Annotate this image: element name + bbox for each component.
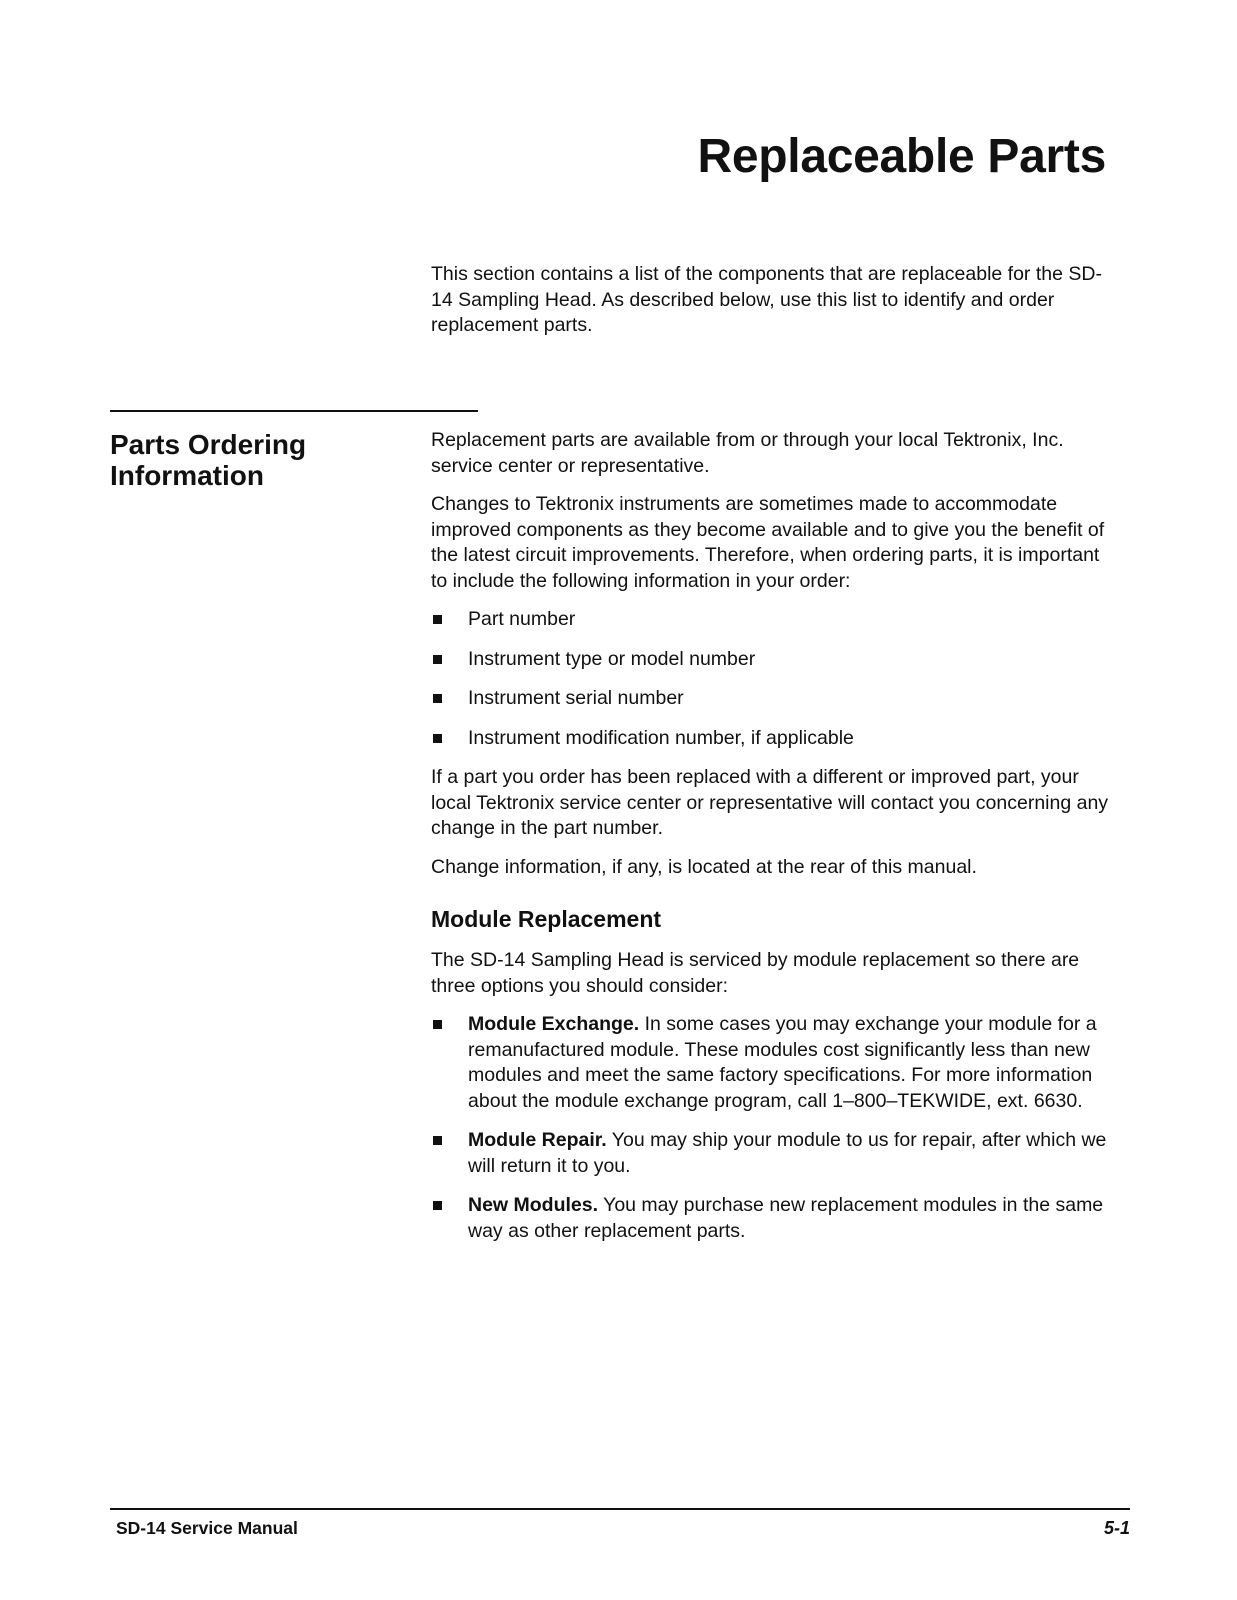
footer-manual-name: SD-14 Service Manual <box>116 1518 298 1538</box>
option-title: New Modules. <box>468 1194 599 1216</box>
intro-paragraph: This section contains a list of the components that are replaceable for the SD-14 Sampling Head. As described below, use this list to identify and order replacement parts. <box>431 263 1102 336</box>
list-item-text: Instrument serial number <box>468 687 684 709</box>
section-divider <box>110 410 478 412</box>
section-heading-line1: Parts Ordering <box>110 429 307 460</box>
list-item <box>431 607 1121 633</box>
section-heading-line2: Information <box>110 460 264 491</box>
square-bullet-icon <box>433 734 442 743</box>
option-description: You may ship your module to us for repair, after which we will return it to you. <box>468 1129 1107 1177</box>
change-info-paragraph: Change information, if any, is located at the rear of this manual. <box>431 855 977 878</box>
footer-page-number: 5-1 <box>1103 1518 1130 1538</box>
option-description: You may purchase new replacement modules in the same way as other replacement parts. <box>468 1194 1104 1242</box>
list-item <box>431 686 1121 712</box>
page-title: Replaceable Parts <box>697 130 1106 183</box>
parts-ordering-body <box>431 428 1121 1258</box>
footer-divider <box>110 1508 1130 1510</box>
list-item <box>431 1193 1121 1244</box>
order-info-list <box>431 607 1121 751</box>
list-item-text: Instrument type or model number <box>468 647 756 670</box>
list-item <box>431 726 1121 752</box>
option-title: Module Repair. <box>468 1129 607 1151</box>
square-bullet-icon <box>433 655 442 664</box>
list-item <box>431 1128 1121 1179</box>
option-description: In some cases you may exchange your module for a remanufactured module. These modules cost significantly less than new modules and meet the same factory specifications. For more information about the module exchange program, call 1–800–TEKWIDE, ext. 6630. <box>468 1013 1097 1112</box>
parts-availability-paragraph: Replacement parts are available from or through your local Tektronix, Inc. service center or representative. <box>431 429 1064 477</box>
square-bullet-icon <box>433 1020 442 1029</box>
square-bullet-icon <box>433 694 442 703</box>
section-heading-parts-ordering <box>110 429 410 491</box>
option-title: Module Exchange. <box>468 1013 640 1035</box>
square-bullet-icon <box>433 615 442 624</box>
square-bullet-icon <box>433 1136 442 1145</box>
replaced-part-paragraph: If a part you order has been replaced with a different or improved part, your local Tektronix service center or representative will contact you concerning any change in the part number. <box>431 766 1109 839</box>
list-item <box>431 647 1121 673</box>
list-item <box>431 1012 1121 1114</box>
list-item-text: Part number <box>468 608 576 630</box>
list-item-text: Instrument modification number, if applicable <box>468 726 854 749</box>
changes-paragraph: Changes to Tektronix instruments are sometimes made to accommodate improved components as they become available and to give you the benefit of the latest circuit improvements. Therefore, when ordering parts, it is important to include the following information in your order: <box>431 493 1105 592</box>
module-options-list <box>431 1012 1121 1244</box>
square-bullet-icon <box>433 1201 442 1210</box>
module-replacement-intro: The SD-14 Sampling Head is serviced by module replacement so there are three options you should consider: <box>431 949 1080 997</box>
module-replacement-heading: Module Replacement <box>431 906 662 932</box>
